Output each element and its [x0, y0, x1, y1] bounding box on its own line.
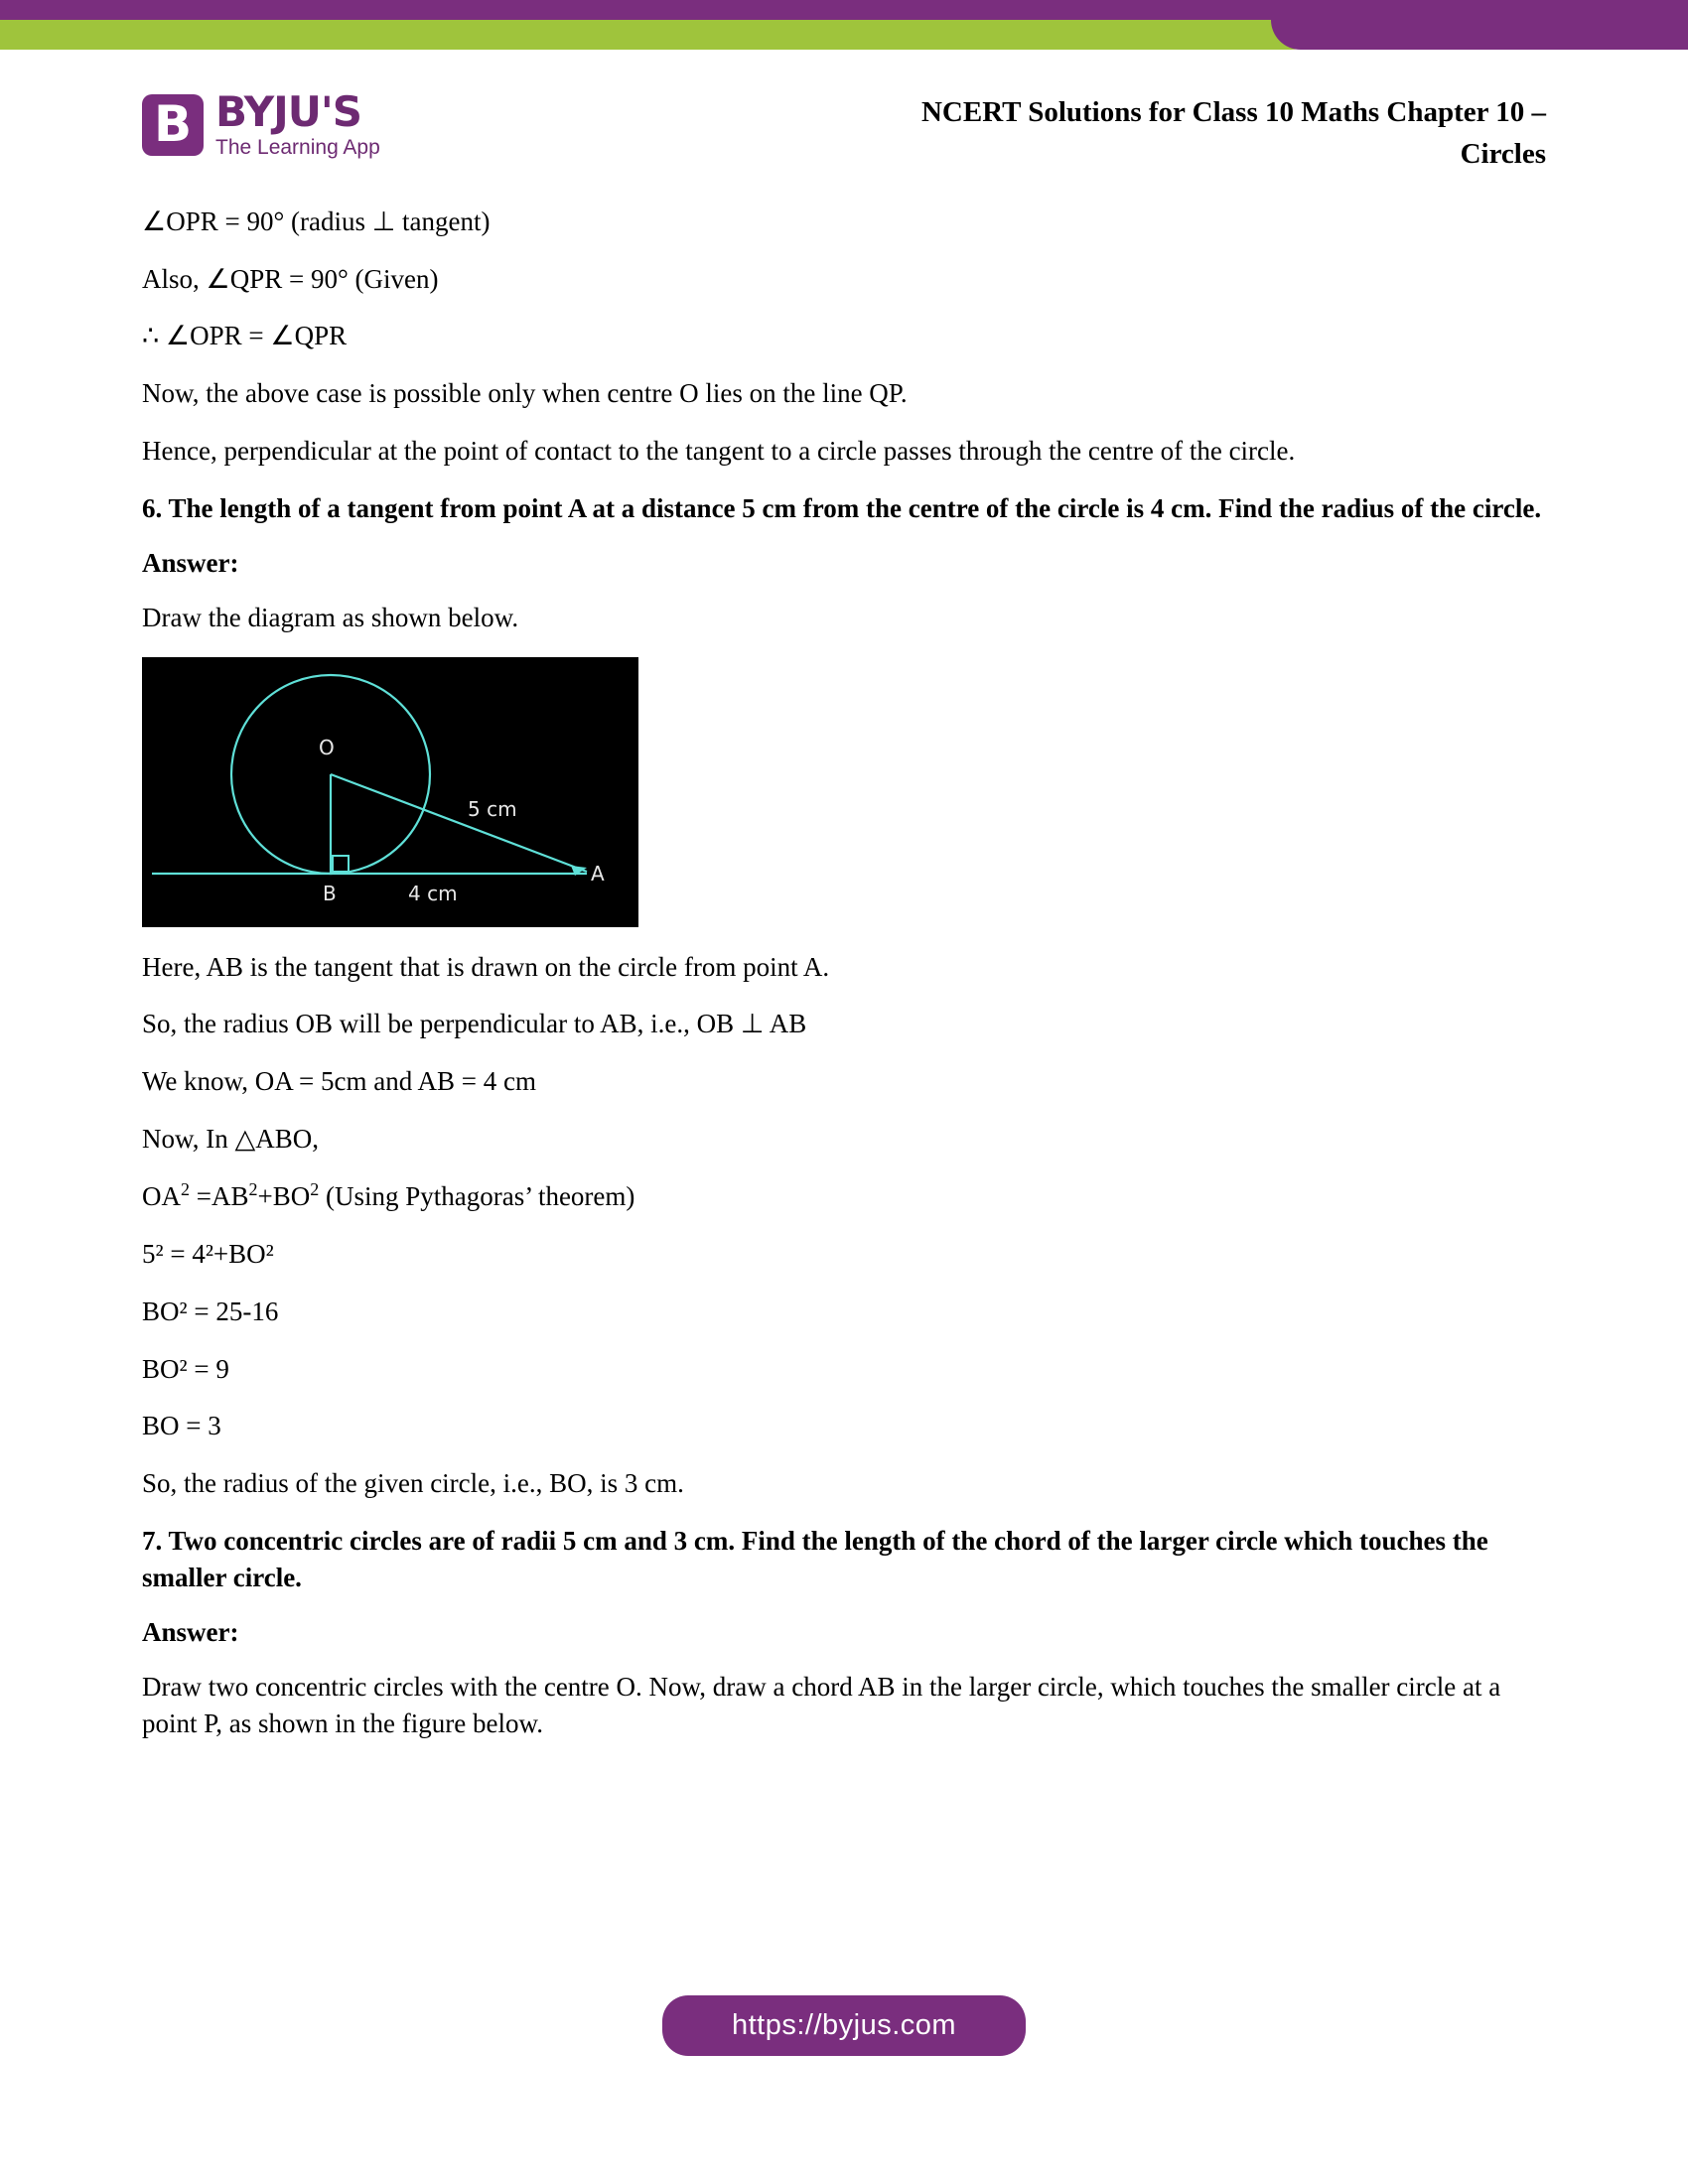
explain-line-3: We know, OA = 5cm and AB = 4 cm — [142, 1066, 536, 1096]
text-line-1: ∠OPR = 90° (radius ⊥ tangent) — [142, 206, 491, 236]
draw-diagram-line: Draw the diagram as shown below. — [142, 602, 519, 632]
question-7: 7. Two concentric circles are of radii 5 cm and 3 cm. Find the length of the chord of the larger circle which touches the smaller circle. — [142, 1525, 1488, 1592]
figure-tangent-circle — [142, 657, 638, 927]
equation-pythagoras — [142, 1177, 1552, 1215]
answer-label-6: Answer: — [142, 547, 239, 578]
final-paragraph: Draw two concentric circles with the centre O. Now, draw a chord AB in the larger circle, which touches the smaller circle at a point P, as shown in the figure below. — [142, 1672, 1501, 1738]
eq-bo-sup: 2 — [310, 1179, 320, 1200]
page-title-line1: NCERT Solutions for Class 10 Maths Chapter 10 – — [920, 96, 1546, 128]
top-bar-purple-right — [1271, 20, 1688, 50]
question-6: 6. The length of a tangent from point A at a distance 5 cm from the centre of the circle is 4 cm. Find the radius of the circle. — [142, 492, 1542, 523]
logo-subtitle: The Learning App — [215, 136, 380, 159]
equation-2: 5² = 4²+BO² — [142, 1239, 274, 1270]
eq-eq-ab: =AB — [190, 1181, 249, 1212]
document-content — [142, 204, 1552, 1763]
explain-line-1: Here, AB is the tangent that is drawn on the circle from point A. — [142, 951, 830, 982]
eq-tail: (Using Pythagoras’ theorem) — [319, 1181, 635, 1212]
logo-mark-icon — [142, 94, 204, 156]
svg-text:A: A — [591, 861, 605, 886]
svg-text:5 cm: 5 cm — [468, 796, 517, 821]
explain-line-2: So, the radius OB will be perpendicular to AB, i.e., OB ⊥ AB — [142, 1009, 807, 1039]
text-line-3: ∴ ∠OPR = ∠QPR — [142, 321, 348, 351]
eq-oa-sup: 2 — [181, 1179, 190, 1200]
equation-4: BO² = 9 — [142, 1353, 229, 1384]
page-title — [732, 91, 1546, 175]
text-line-2: Also, ∠QPR = 90° (Given) — [142, 263, 439, 294]
byjus-logo[interactable] — [142, 87, 380, 159]
eq-ab-sup: 2 — [248, 1179, 258, 1200]
page-footer — [0, 1995, 1688, 2056]
logo-text — [215, 87, 380, 159]
logo-letter: B — [153, 94, 193, 153]
answer-label-7: Answer: — [142, 1617, 239, 1648]
svg-text:4 cm: 4 cm — [408, 881, 458, 905]
text-line-5: Hence, perpendicular at the point of contact to the tangent to a circle passes through the centre of the circle. — [142, 435, 1296, 466]
equation-3: BO² = 25-16 — [142, 1296, 279, 1326]
footer-url-button[interactable]: https://byjus.com — [662, 1995, 1026, 2056]
top-bar-green — [0, 20, 1321, 50]
svg-text:O: O — [319, 735, 335, 759]
text-line-4: Now, the above case is possible only when centre O lies on the line QP. — [142, 378, 908, 409]
eq-plus-bo: +BO — [257, 1181, 311, 1212]
conclusion-line: So, the radius of the given circle, i.e., BO, is 3 cm. — [142, 1468, 684, 1499]
page-title-line2: Circles — [1460, 138, 1546, 171]
logo-title: BYJU'S — [215, 87, 361, 136]
eq-oa: OA — [142, 1181, 181, 1212]
explain-line-4: Now, In △ABO, — [142, 1123, 320, 1154]
top-decoration — [0, 0, 1688, 60]
page-header — [0, 77, 1688, 171]
svg-text:B: B — [323, 881, 337, 905]
equation-5: BO = 3 — [142, 1411, 221, 1441]
